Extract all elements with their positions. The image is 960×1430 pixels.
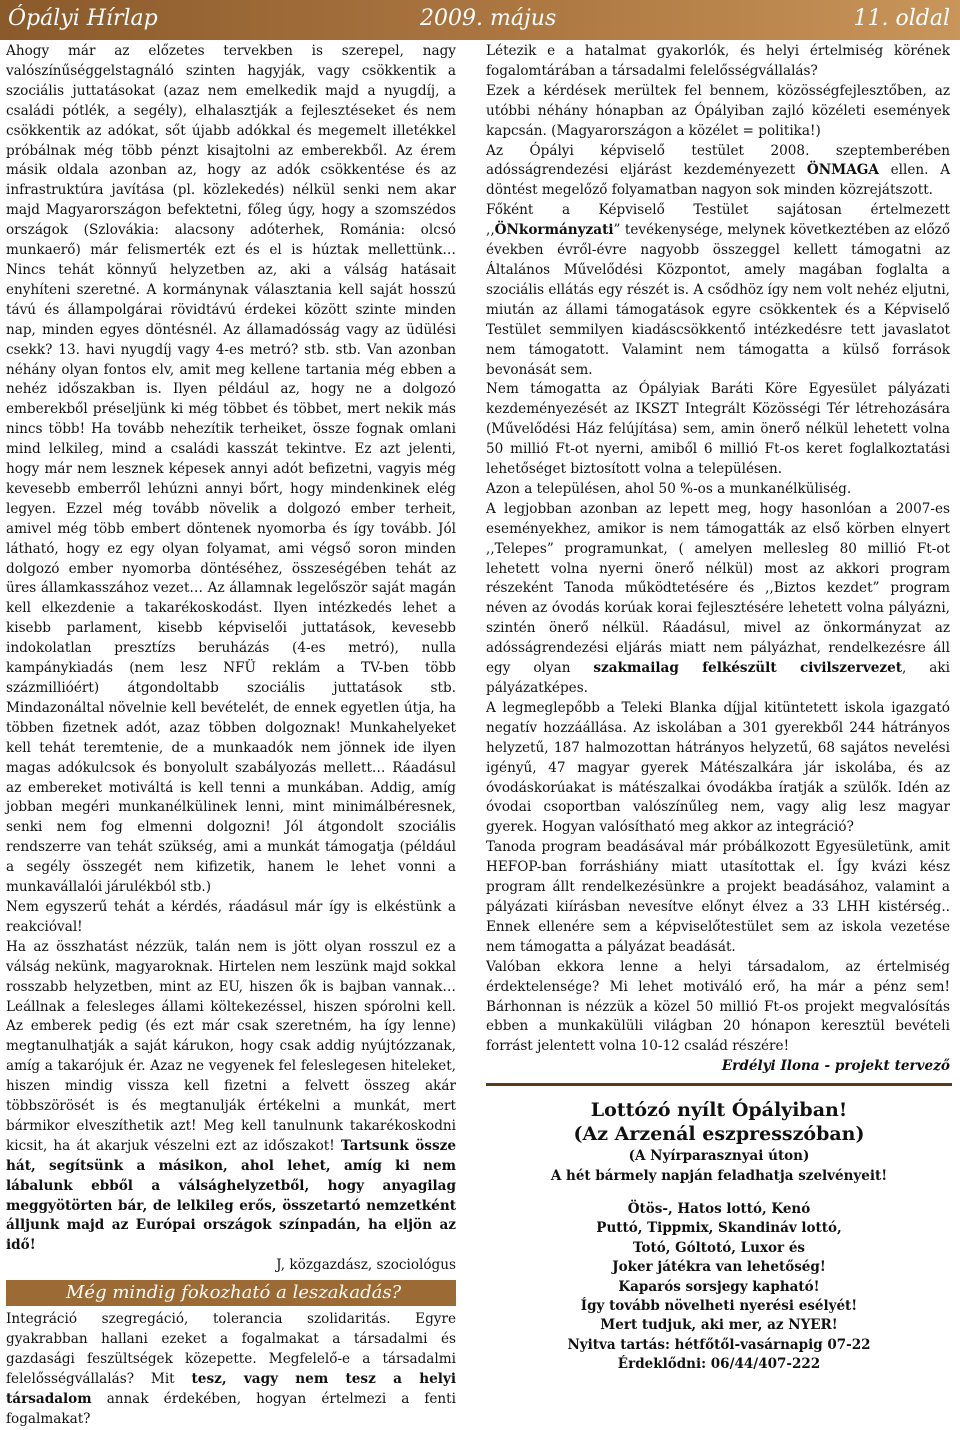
bold-text: ÖNkormányzati <box>494 222 614 239</box>
section-banner: Még mindig fokozható a leszakadás? <box>6 1280 456 1306</box>
right-column <box>486 42 950 1077</box>
article-author: Erdélyi Ilona - projekt tervező <box>721 1058 950 1075</box>
advert-title: Lottózó nyílt Ópályiban! <box>590 1099 848 1121</box>
advert-line: Totó, Góltotó, Luxor és <box>632 1239 806 1256</box>
bold-text: ÖNMAGA <box>806 162 879 179</box>
opening-hours: Nyitva tartás: hétfőtől-vasárnapig 07-22 <box>567 1336 871 1353</box>
article-paragraph: Tanoda program beadásával már próbálkozott Egyesületünk, amit HEFOP-ban forráshiány miatt utasítottak el. Így kvázi kész program állt rendelkezésünkre a projekt beadásához, valamint a pályázati kiírásban nevesítve előnyt élvez a 33 LHH kistérség.. Ennek ellenére sem a képviselőtestület sem az iskola vezetése nem támogatta a pályázat beadását. <box>486 839 950 955</box>
contact-phone: Érdeklődni: 06/44/407-222 <box>617 1356 821 1373</box>
article-paragraph: Az Ópályi képviselő testület 2008. szeptemberében adósságrendezési eljárást kezdeményezett ÖNMAGA ellen. A döntést megelőző folyamatban nagyon sok minden közrejátszott. <box>486 142 951 199</box>
newspaper-title: Ópályi Hírlap <box>8 6 158 31</box>
advert-line: Puttó, Tippmix, Skandináv lottó, <box>596 1220 842 1237</box>
advert-line: Ötös-, Hatos lottó, Kenó <box>627 1201 811 1217</box>
advert-line: (A Nyírparasznyai úton) <box>628 1148 810 1164</box>
lotto-advert <box>486 1098 952 1375</box>
page-header <box>0 0 960 40</box>
bold-text: szakmailag felkészült civilszervezet <box>593 660 903 677</box>
advert-line: Joker játékra van lehetőség! <box>612 1259 826 1276</box>
section-divider <box>486 1083 952 1086</box>
article-paragraph: Ahogy már az előzetes tervekben is szerepel, nagy valószínűséggelstagnáló szinten hagyják, vagy csökkentik a szociális juttatásokat (azaz nem emelkedik majd a nyugdíj, a családi pótlék, a segély), elhalasztják a fejlesztéseket és nem csökkentik az adókat, sőt újabb adókkal és megemelt illetékkel próbálnak még több pénzt kisajtolni az emberekből. Az érem másik oldala azonban az, hogy az adók csökkentése és az infrastruktúra javítása (pl. közlekedés) nélkül senki nem akar majd Magyarországon befektetni, főleg úgy, hogy a szomszédos országok (Szlovákia: alacsony adóterhek, Románia: olcsó munkaerő) már felismerték ezt és el is húztak mellettünk… Nincs tehát könnyű helyzetben az, aki a válság hatásait enyhíteni szeretné. A kormánynak választania kell saját hosszú távú és állampolgárai rövidtávú érdekei között szinte minden nap, minden egyes döntésnél. Az államadósság vagy az üdülési csekk? 13. havi nyugdíj vagy 4-es metró? stb. stb. Van azonban néhány olyan fontos elv, amit meg kellene tartania még ebben a nehéz időszakban is. Ilyen például az, hogy ne a dolgozó emberekből préseljünk ki még többet és többet, mert nekik más nincs több! Ha tovább nehezítik terheiket, össze fognak omlani mind lelkileg, mind a családi kasszát tekintve. Ez azt jelenti, hogy már nem lesznek képesek annyi adót befizetni, vagyis még kevesebb emberről lehúzni annyi bőrt, hogy mindenkinek elég legyen. Ezzel még tovább növelik a dolgozó ember terheit, amivel még több embert döntenek nyomorba és így tovább. Jól látható, hogy ez egy olyan folyamat, ami végső soron minden dolgozó ember nyomorba döntéséhez, összeségében tehát az üres államkasszához vezet… Az államnak legelőször saját magán kell elkezdenie a takarékoskodást. Ilyen intézkedés lehet a kisebb parlament, kisebb képviselői juttatások, kevesebb indokolatlan presztízs beruházás (4-es metró), nulla kampánykiadás (nem lesz NFÜ reklám a TV-ben több százmillióért) átgondoltabb szociális juttatások stb. Mindazonáltal növelnie kell bevételét, de ennek egyetlen útja, ha többen fizetnek adót, azaz többen dolgoznak! Munkahelyeket kell tehát teremtenie, de a munkaadók nem jönnek ide ilyen magas adókulcsok és bonyolult szabályozás mellett… Ráadásul az embereket motiváltá is kell tenni a munkában. Addig, amíg jobban megéri munkanélkülinek lenni, mint minimálbéresnek, senki nem fog elmenni dolgozni! Jól átgondolt szociális rendszerre van tehát szükség, ami a munkát támogatja (például a segély összegét nem kifizetik, hanem le lehet vonni a munkavállalói járulékból stb.) <box>6 43 456 896</box>
article-paragraph: Integráció szegregáció, tolerancia szolidaritás. Egyre gyakrabban hallani ezeket a fogalmakat a társadalmi és gazdasági feszültségek közepette. Megfelelő-e a társadalmi felelősségvállalás? Mit tesz, vagy nem tesz a helyi társadalom annak érdekében, hogyan értelmezi a fenti fogalmakat? <box>6 1311 456 1427</box>
bold-text: tesz, vagy nem tesz a helyi társadalom <box>6 1370 456 1407</box>
article-paragraph: Nem egyszerű tehát a kérdés, ráadásul már így is elkéstünk a reakcióval! <box>6 898 456 935</box>
article-paragraph: Főként a Képviselő Testület sajátosan értelmezett ,,ÖNkormányzati” tevékenysége, melynek következtében az előző években évről-évre nagyobb összeggel kellett támogatni az Általános Művelődési Központot, amely magában foglalta a szociális ellátás egy részét is. A csődhöz így nem volt nehéz eljutni, miután az állami támogatások egyre csökkentek és a Képviselő Testület semmilyen kiadáscsökkentő intézkedésre tett javaslatot nem támogatott. Valamint nem támogatta a külső források bevonását sem. <box>486 202 950 378</box>
left-column <box>6 42 456 1430</box>
advert-line: Így tovább növelheti nyerési esélyét! <box>580 1298 858 1315</box>
advert-subtitle: (Az Arzenál eszpresszóban) <box>573 1123 865 1145</box>
article-paragraph: A legmeglepőbb a Teleki Blanka díjjal kitüntetett iskola igazgató negatív hozzáállása. Az iskolában a 301 gyerekből 244 hátrányos helyzetű, 187 halmozottan hátrányos helyzetű, 68 sajátos nevelési igényű, 47 magyar gyerek Mátészalkára jár iskolába, és az óvodáskorúakat is mátészalkai óvodákba íratják a szülők. Idén az óvodai csoportban valószínűleg nem, vagy alig lesz magyar gyerek. Hogyan valósítható meg akkor az integráció? <box>486 699 950 836</box>
bold-text: Tartsunk össze hát, segítsünk a másikon, ahol lehet, amíg ki nem lábalunk ebből a válsághelyzetből, hogy anyagilag meggyötörten bár, de lelkileg erős, összetartó nemzetként álljunk majd az Európai országok színpadán, ha eljön az idő! <box>6 1137 456 1254</box>
advert-line: Mert tudjuk, aki mer, az NYER! <box>600 1317 838 1334</box>
advert-line: A hét bármely napján feladhatja szelvényeit! <box>550 1168 888 1184</box>
article-paragraph: Azon a településen, ahol 50 %-os a munkanélküliség. <box>486 480 852 497</box>
issue-date: 2009. május <box>420 6 557 31</box>
page-number: 11. oldal <box>853 6 950 31</box>
advert-line: Kaparós sorsjegy kapható! <box>618 1278 820 1295</box>
article-paragraph: Létezik e a hatalmat gyakorlók, és helyi értelmiség körének fogalomtárában a társadalmi felelősségvállalás? <box>486 43 950 79</box>
article-paragraph: Valóban ekkora lenne a helyi társadalom, az értelmiség érdektelensége? Mi lehet motiváló erő, ha már a pénz sem! Bárhonnan is nézzük a közel 50 millió Ft-os projekt megvalósítás ebben a munkakülüli világban 20 hónapon keresztül bevételi forrást jelentett volna 10-12 család részére! <box>486 958 950 1055</box>
article-paragraph: Nem támogatta az Ópályiak Baráti Köre Egyesület pályázati kezdeményezését az IKSZT Integrált Közösségi Tér létrehozására (Művelődési Ház felújítása) sem, amin önerő nélkül lehetett volna 50 millió Ft-ot nyerni, amiből 6 millió Ft-os keret foglalkoztatási lehetőséget biztosított volna a településen. <box>486 381 950 478</box>
article-paragraph: Ezek a kérdések merültek fel bennem, közösségfejlesztőben, az utóbbi néhány hónapban az Ópályiban zajló közéleti események kapcsán. (Magyarországon a közélet = politika!) <box>486 82 950 139</box>
article-paragraph: Ha az összhatást nézzük, talán nem is jött olyan rosszul ez a válság nekünk, magyaroknak. Hirtelen nem leszünk majd sokkal rosszabb helyzetben, mint az EU, hiszen ők is bajban vannak… Leállnak a felesleges állami költekezéssel, hiszen spórolni kell. Az emberek pedig (és ezt már csak szeretném, ha így lenne) megtanulhatják a saját kárukon, hogy csak addig nyújtózzanak, amíg a takarójuk ér. Azaz ne vegyenek fel feleslegesen hiteleket, hiszen mindig vissza kell fizetni a felvett összeg akár többszörösét is és megtanulják értékelni a munkát, mert bármikor elveszíthetik azt! Meg kell tanulnunk takarékoskodni kicsit, ha át akarjuk vészelni ezt az időszakot! Tartsunk össze hát, segítsünk a másikon, ahol lehet, amíg ki nem lábalunk ebből a válsághelyzetből, hogy anyagilag meggyötörten bár, de lelkileg erős, összetartó nemzetként álljunk majd az Európai országok színpadán, ha eljön az idő! <box>6 938 456 1254</box>
article-signature: J, közgazdász, szociológus <box>276 1257 456 1274</box>
article-paragraph: A legjobban azonban az lepett meg, hogy hasonlóan a 2007-es eseményekhez, amikor is nem támogatták az első körben elnyert ,,Telepes” programunkat, ( amelyen mellesleg 80 millió Ft-ot lehetett volna nyerni önerő nélkül) most az akkori program részeként Tanoda működtetésére és ,,Biztos kezdet” program néven az óvodás korúak korai fejlesztésére lehetett volna pályázni, szintén önerő nélkül. Ráadásul, mivel az önkormányzat az adósságrendezési eljárás miatt nem pályázhat, rendelkezésre áll egy olyan szakmailag felkészült civilszervezet, aki pályázatképes. <box>486 500 950 696</box>
